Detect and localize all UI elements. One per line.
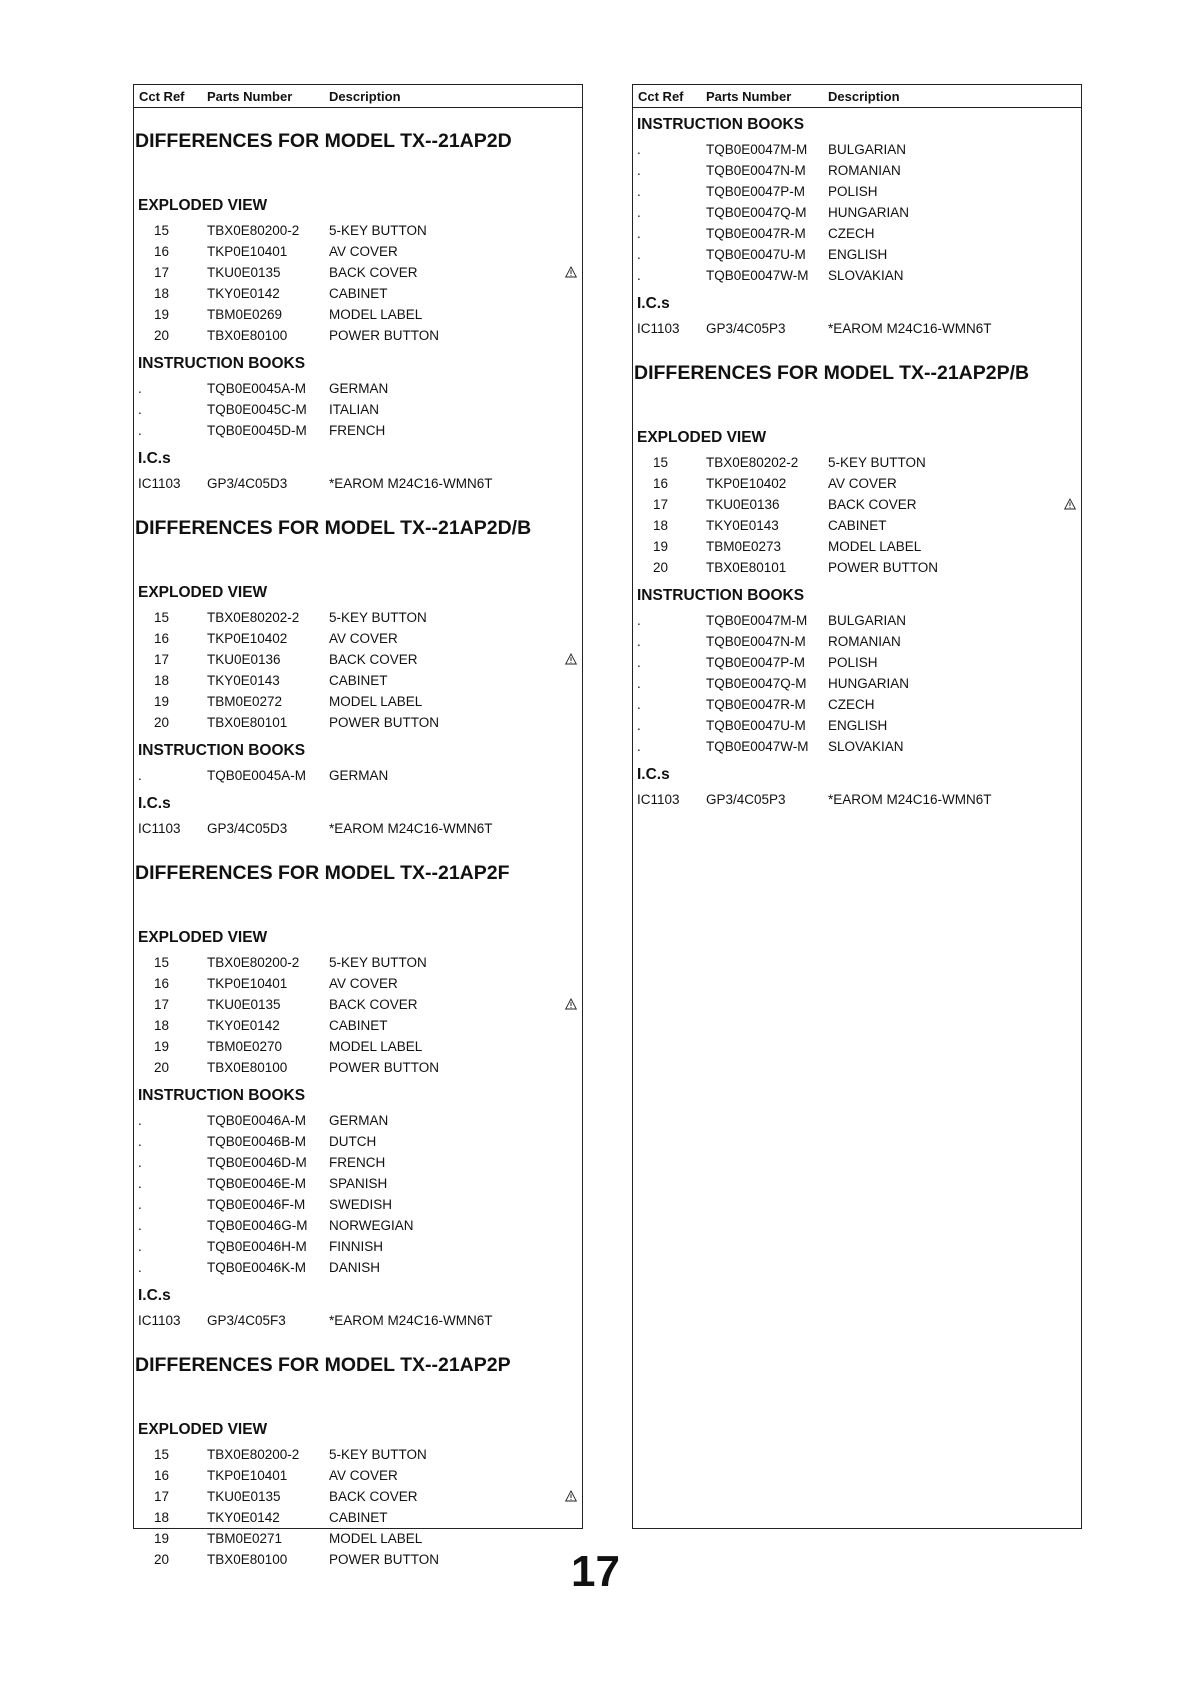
parts-number: TQB0E0047W-M <box>706 268 809 283</box>
parts-number: TQB0E0045A-M <box>207 768 307 783</box>
description: *EAROM M24C16-WMN6T <box>329 1313 493 1328</box>
parts-number: GP3/4C05P3 <box>706 792 786 807</box>
table-row <box>134 474 582 495</box>
parts-number: TBM0E0269 <box>207 307 283 322</box>
table-row <box>134 974 582 995</box>
table-row <box>633 790 1081 811</box>
parts-number: TBX0E80101 <box>706 560 787 575</box>
description: GERMAN <box>329 768 389 783</box>
parts-number: GP3/4C05D3 <box>207 821 288 836</box>
cct-ref: 16 <box>154 631 170 646</box>
description: FRENCH <box>329 423 386 438</box>
cct-ref: 18 <box>154 286 170 301</box>
cct-ref: 17 <box>154 652 170 667</box>
table-row <box>134 326 582 347</box>
table-row <box>633 453 1081 474</box>
table-row <box>134 242 582 263</box>
description: DANISH <box>329 1260 381 1275</box>
ics-heading: I.C.s <box>637 766 670 783</box>
description: MODEL LABEL <box>828 539 922 554</box>
description: 5-KEY BUTTON <box>329 223 427 238</box>
table-row <box>633 224 1081 245</box>
parts-number: TQB0E0047N-M <box>706 634 806 649</box>
cct-ref: . <box>637 634 641 649</box>
safety-warning-icon <box>565 998 577 1010</box>
table-row <box>134 1466 582 1487</box>
cct-ref: 15 <box>154 223 170 238</box>
exploded-view-heading: EXPLODED VIEW <box>138 1421 268 1438</box>
cct-ref: 16 <box>154 244 170 259</box>
cct-ref: . <box>138 1134 142 1149</box>
parts-number: TQB0E0046F-M <box>207 1197 306 1212</box>
description: POWER BUTTON <box>329 1552 440 1567</box>
description: *EAROM M24C16-WMN6T <box>329 821 493 836</box>
parts-number: GP3/4C05F3 <box>207 1313 286 1328</box>
description: MODEL LABEL <box>329 307 423 322</box>
parts-number: TBX0E80202-2 <box>207 610 300 625</box>
model-heading: DIFFERENCES FOR MODEL TX--21AP2P <box>135 1354 511 1376</box>
parts-number: TQB0E0045A-M <box>207 381 307 396</box>
parts-number: TQB0E0046G-M <box>207 1218 308 1233</box>
description: HUNGARIAN <box>828 676 910 691</box>
table-row <box>134 713 582 734</box>
parts-number: TQB0E0047W-M <box>706 739 809 754</box>
description: 5-KEY BUTTON <box>329 955 427 970</box>
cct-ref: . <box>138 1260 142 1275</box>
parts-number: TQB0E0047N-M <box>706 163 806 178</box>
parts-number: TKY0E0143 <box>207 673 280 688</box>
table-row <box>134 766 582 787</box>
table-row <box>134 671 582 692</box>
table-row <box>134 1037 582 1058</box>
parts-number: TBM0E0271 <box>207 1531 283 1546</box>
description: GERMAN <box>329 381 389 396</box>
cct-ref: IC1103 <box>138 1313 181 1328</box>
description: AV COVER <box>329 244 398 259</box>
description: BACK COVER <box>329 1489 418 1504</box>
description: CABINET <box>828 518 887 533</box>
table-row <box>134 1195 582 1216</box>
instruction-books-heading: INSTRUCTION BOOKS <box>637 116 805 133</box>
parts-number: TBM0E0273 <box>706 539 782 554</box>
table-row <box>134 1311 582 1332</box>
parts-number: TBM0E0272 <box>207 694 283 709</box>
parts-number: TBX0E80202-2 <box>706 455 799 470</box>
cct-ref: . <box>637 226 641 241</box>
cct-ref: 17 <box>154 1489 170 1504</box>
ics-heading: I.C.s <box>138 795 171 812</box>
cct-ref: . <box>637 142 641 157</box>
description: MODEL LABEL <box>329 694 423 709</box>
table-row <box>633 695 1081 716</box>
description: CABINET <box>329 286 388 301</box>
table-row <box>134 263 582 284</box>
table-row <box>633 632 1081 653</box>
table-header <box>134 85 582 108</box>
parts-number: TQB0E0047R-M <box>706 226 806 241</box>
description: AV COVER <box>329 631 398 646</box>
parts-number: TKU0E0135 <box>207 1489 281 1504</box>
table-row <box>633 245 1081 266</box>
instruction-books-heading: INSTRUCTION BOOKS <box>138 1087 306 1104</box>
exploded-view-heading: EXPLODED VIEW <box>138 929 268 946</box>
instruction-books-heading: INSTRUCTION BOOKS <box>138 355 306 372</box>
cct-ref: . <box>637 205 641 220</box>
cct-ref: . <box>637 247 641 262</box>
cct-ref: 15 <box>653 455 669 470</box>
cct-ref: . <box>138 1176 142 1191</box>
parts-number: TKY0E0143 <box>706 518 779 533</box>
table-row <box>134 221 582 242</box>
cct-ref: . <box>138 402 142 417</box>
parts-number: TKY0E0142 <box>207 1018 280 1033</box>
parts-number: TKP0E10401 <box>207 976 288 991</box>
parts-number: TQB0E0046K-M <box>207 1260 307 1275</box>
table-row <box>633 653 1081 674</box>
parts-number: TBX0E80100 <box>207 328 288 343</box>
cct-ref: 19 <box>154 1531 170 1546</box>
description: 5-KEY BUTTON <box>329 610 427 625</box>
cct-ref: . <box>138 1239 142 1254</box>
parts-number: TBX0E80200-2 <box>207 955 300 970</box>
right-parts-table <box>632 84 1082 1529</box>
cct-ref: 16 <box>154 1468 170 1483</box>
cct-ref: 18 <box>154 1510 170 1525</box>
table-row <box>633 674 1081 695</box>
instruction-books-heading: INSTRUCTION BOOKS <box>637 587 805 604</box>
cct-ref: 20 <box>154 715 170 730</box>
parts-number: TQB0E0046E-M <box>207 1176 307 1191</box>
parts-number: TBX0E80200-2 <box>207 1447 300 1462</box>
parts-number: TQB0E0046A-M <box>207 1113 307 1128</box>
cct-ref: . <box>637 676 641 691</box>
parts-number: TKP0E10402 <box>706 476 787 491</box>
description: GERMAN <box>329 1113 389 1128</box>
table-row <box>134 1508 582 1529</box>
cct-ref: 16 <box>154 976 170 991</box>
table-row <box>633 495 1081 516</box>
parts-number: TKU0E0135 <box>207 265 281 280</box>
parts-number: TKU0E0136 <box>706 497 780 512</box>
header-description: Description <box>329 89 401 104</box>
cct-ref: 20 <box>653 560 669 575</box>
description: BACK COVER <box>329 652 418 667</box>
cct-ref: 16 <box>653 476 669 491</box>
description: SLOVAKIAN <box>828 268 904 283</box>
description: CABINET <box>329 1510 388 1525</box>
table-row <box>134 1487 582 1508</box>
cct-ref: . <box>637 718 641 733</box>
parts-number: TQB0E0047M-M <box>706 142 808 157</box>
cct-ref: . <box>138 768 142 783</box>
parts-number: TKY0E0142 <box>207 286 280 301</box>
description: SPANISH <box>329 1176 388 1191</box>
description: *EAROM M24C16-WMN6T <box>329 476 493 491</box>
parts-number: TQB0E0047R-M <box>706 697 806 712</box>
cct-ref: . <box>138 1218 142 1233</box>
table-row <box>134 629 582 650</box>
cct-ref: 18 <box>154 1018 170 1033</box>
parts-number: TQB0E0046B-M <box>207 1134 307 1149</box>
description: CZECH <box>828 226 875 241</box>
header-cct-ref: Cct Ref <box>638 89 684 104</box>
cct-ref: IC1103 <box>138 476 181 491</box>
description: ENGLISH <box>828 247 888 262</box>
safety-warning-icon <box>565 1490 577 1502</box>
parts-number: TQB0E0045C-M <box>207 402 307 417</box>
description: *EAROM M24C16-WMN6T <box>828 792 992 807</box>
table-row <box>134 1174 582 1195</box>
table-row <box>633 611 1081 632</box>
cct-ref: . <box>637 163 641 178</box>
table-row <box>633 161 1081 182</box>
cct-ref: 15 <box>154 955 170 970</box>
safety-warning-icon <box>1064 498 1076 510</box>
description: POWER BUTTON <box>329 328 440 343</box>
parts-number: TKU0E0136 <box>207 652 281 667</box>
description: BULGARIAN <box>828 613 907 628</box>
table-row <box>134 1237 582 1258</box>
table-row <box>134 1132 582 1153</box>
cct-ref: . <box>637 268 641 283</box>
description: POWER BUTTON <box>828 560 939 575</box>
description: ROMANIAN <box>828 163 901 178</box>
cct-ref: 20 <box>154 328 170 343</box>
cct-ref: 19 <box>154 307 170 322</box>
table-row <box>134 608 582 629</box>
table-row <box>134 1058 582 1079</box>
table-row <box>633 182 1081 203</box>
description: AV COVER <box>329 1468 398 1483</box>
safety-warning-icon <box>565 266 577 278</box>
description: SLOVAKIAN <box>828 739 904 754</box>
cct-ref: 20 <box>154 1552 170 1567</box>
table-row <box>134 379 582 400</box>
header-parts-number: Parts Number <box>706 89 792 104</box>
description: BACK COVER <box>828 497 917 512</box>
table-row <box>633 474 1081 495</box>
parts-number: TKP0E10401 <box>207 1468 288 1483</box>
description: ENGLISH <box>828 718 888 733</box>
table-row <box>134 995 582 1016</box>
cct-ref: . <box>637 739 641 754</box>
table-row <box>633 558 1081 579</box>
table-row <box>134 650 582 671</box>
cct-ref: 18 <box>653 518 669 533</box>
cct-ref: . <box>637 697 641 712</box>
table-header <box>633 85 1081 108</box>
table-row <box>134 1445 582 1466</box>
table-row <box>633 319 1081 340</box>
table-row <box>633 737 1081 758</box>
parts-number: TKY0E0142 <box>207 1510 280 1525</box>
parts-number: TKP0E10402 <box>207 631 288 646</box>
header-cct-ref: Cct Ref <box>139 89 185 104</box>
header-parts-number: Parts Number <box>207 89 293 104</box>
table-row <box>633 516 1081 537</box>
description: MODEL LABEL <box>329 1531 423 1546</box>
description: MODEL LABEL <box>329 1039 423 1054</box>
cct-ref: . <box>138 381 142 396</box>
table-row <box>134 1111 582 1132</box>
exploded-view-heading: EXPLODED VIEW <box>138 197 268 214</box>
safety-warning-icon <box>565 653 577 665</box>
description: ITALIAN <box>329 402 380 417</box>
description: AV COVER <box>828 476 897 491</box>
model-heading: DIFFERENCES FOR MODEL TX--21AP2P/B <box>634 362 1030 384</box>
description: 5-KEY BUTTON <box>828 455 926 470</box>
cct-ref: . <box>138 423 142 438</box>
table-row <box>134 692 582 713</box>
cct-ref: 17 <box>154 997 170 1012</box>
description: CABINET <box>329 673 388 688</box>
description: DUTCH <box>329 1134 377 1149</box>
cct-ref: 20 <box>154 1060 170 1075</box>
exploded-view-heading: EXPLODED VIEW <box>138 584 268 601</box>
cct-ref: . <box>637 613 641 628</box>
instruction-books-heading: INSTRUCTION BOOKS <box>138 742 306 759</box>
table-row <box>134 1153 582 1174</box>
description: SWEDISH <box>329 1197 393 1212</box>
table-row <box>134 1016 582 1037</box>
description: FINNISH <box>329 1239 383 1254</box>
cct-ref: . <box>637 184 641 199</box>
table-row <box>134 1216 582 1237</box>
description: *EAROM M24C16-WMN6T <box>828 321 992 336</box>
cct-ref: . <box>138 1155 142 1170</box>
right-table-body <box>633 108 1081 811</box>
left-parts-table <box>133 84 583 1567</box>
exploded-view-heading: EXPLODED VIEW <box>637 429 767 446</box>
cct-ref: IC1103 <box>637 792 680 807</box>
model-heading: DIFFERENCES FOR MODEL TX--21AP2D/B <box>135 517 532 539</box>
table-row <box>134 400 582 421</box>
parts-number: TBX0E80100 <box>207 1060 288 1075</box>
table-row <box>134 421 582 442</box>
cct-ref: . <box>138 1113 142 1128</box>
description: POWER BUTTON <box>329 1060 440 1075</box>
parts-number: TQB0E0047M-M <box>706 613 808 628</box>
parts-number: TQB0E0047U-M <box>706 718 806 733</box>
table-row <box>134 819 582 840</box>
description: CABINET <box>329 1018 388 1033</box>
description: BULGARIAN <box>828 142 907 157</box>
description: NORWEGIAN <box>329 1218 414 1233</box>
parts-number: GP3/4C05P3 <box>706 321 786 336</box>
parts-number: TQB0E0047P-M <box>706 655 806 670</box>
description: 5-KEY BUTTON <box>329 1447 427 1462</box>
table-row <box>633 537 1081 558</box>
cct-ref: 15 <box>154 1447 170 1462</box>
parts-number: TQB0E0045D-M <box>207 423 307 438</box>
table-row <box>134 305 582 326</box>
cct-ref: 17 <box>154 265 170 280</box>
parts-number: TQB0E0047Q-M <box>706 205 807 220</box>
table-row <box>134 284 582 305</box>
table-row <box>633 266 1081 287</box>
description: POWER BUTTON <box>329 715 440 730</box>
cct-ref: IC1103 <box>138 821 181 836</box>
cct-ref: 19 <box>653 539 669 554</box>
parts-number: TQB0E0047U-M <box>706 247 806 262</box>
cct-ref: 18 <box>154 673 170 688</box>
model-heading: DIFFERENCES FOR MODEL TX--21AP2D <box>135 130 512 152</box>
cct-ref: IC1103 <box>637 321 680 336</box>
parts-number: TBX0E80100 <box>207 1552 288 1567</box>
parts-number: TQB0E0047P-M <box>706 184 806 199</box>
table-row <box>134 1258 582 1279</box>
parts-number: TQB0E0046H-M <box>207 1239 307 1254</box>
cct-ref: 19 <box>154 1039 170 1054</box>
parts-number: TKP0E10401 <box>207 244 288 259</box>
parts-number: TQB0E0046D-M <box>207 1155 307 1170</box>
ics-heading: I.C.s <box>637 295 670 312</box>
model-heading: DIFFERENCES FOR MODEL TX--21AP2F <box>135 862 510 884</box>
cct-ref: 17 <box>653 497 669 512</box>
description: HUNGARIAN <box>828 205 910 220</box>
description: BACK COVER <box>329 265 418 280</box>
table-row <box>633 716 1081 737</box>
table-row <box>134 953 582 974</box>
description: ROMANIAN <box>828 634 901 649</box>
cct-ref: . <box>138 1197 142 1212</box>
parts-number: GP3/4C05D3 <box>207 476 288 491</box>
cct-ref: 19 <box>154 694 170 709</box>
cct-ref: 15 <box>154 610 170 625</box>
left-table-body <box>134 108 582 1571</box>
parts-number: TQB0E0047Q-M <box>706 676 807 691</box>
description: CZECH <box>828 697 875 712</box>
ics-heading: I.C.s <box>138 450 171 467</box>
parts-number: TBX0E80200-2 <box>207 223 300 238</box>
description: POLISH <box>828 655 878 670</box>
parts-number: TKU0E0135 <box>207 997 281 1012</box>
page-number: 17 <box>571 1547 620 1596</box>
description: POLISH <box>828 184 878 199</box>
ics-heading: I.C.s <box>138 1287 171 1304</box>
description: FRENCH <box>329 1155 386 1170</box>
parts-number: TBM0E0270 <box>207 1039 283 1054</box>
table-row <box>633 140 1081 161</box>
description: AV COVER <box>329 976 398 991</box>
table-row <box>633 203 1081 224</box>
header-description: Description <box>828 89 900 104</box>
parts-number: TBX0E80101 <box>207 715 288 730</box>
description: BACK COVER <box>329 997 418 1012</box>
cct-ref: . <box>637 655 641 670</box>
